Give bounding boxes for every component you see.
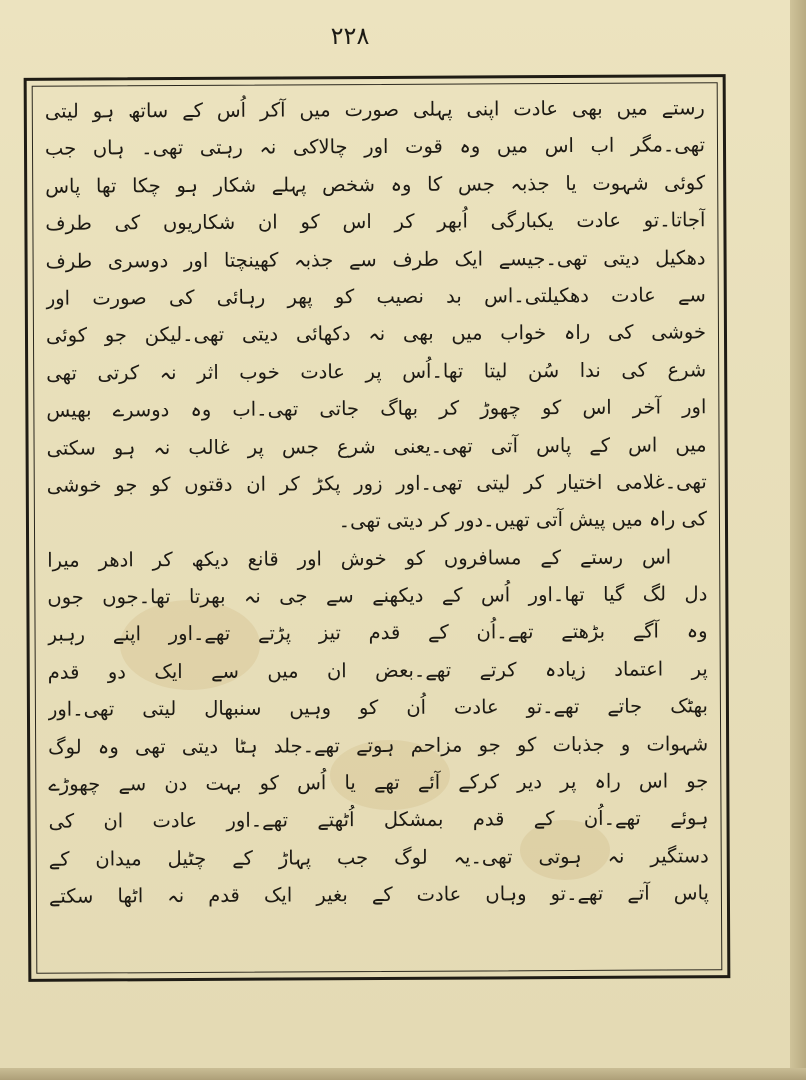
page-bottom-edge: [0, 1068, 806, 1080]
text-line: سے عادت دھکیلتی۔اس بد نصیب کو پھر رہائی کی صورت اور: [45, 283, 706, 310]
text-line: خوشی کی راہ خواب میں بھی نہ دکھائی دیتی تھی۔لیکن جو کوئی: [45, 320, 707, 348]
text-frame: [24, 74, 731, 982]
text-line: پر اعتماد زیادہ کرتے تھے۔بعض ان میں سے ایک دو قدم: [47, 657, 708, 684]
text-line: دستگیر نہ ہوتی تھی۔یہ لوگ جب پہاڑ کے چٹیل میدان کے: [48, 844, 709, 871]
text-line: شہوات و جذبات کو جو مزاحم ہوتے تھے۔جلد ہٹا دیتی تھی وہ لوگ: [48, 731, 709, 759]
text-line: میں اس کے پاس آتی تھی۔یعنی شرع جس پر غالب نہ ہو سکتی: [46, 432, 707, 460]
page-number: ۲۲۸: [330, 22, 370, 50]
text-body: [45, 89, 710, 966]
text-line: پاس آتے تھے۔تو وہاں عادت کے بغیر ایک قدم نہ اٹھا سکتے: [48, 881, 709, 908]
text-line: ہوئے تھے۔اُن کے قدم بمشکل اُٹھتے تھے۔اور عادت ان کی: [48, 806, 709, 834]
text-line: کی راہ میں پیش آتی تھیں۔دور کر دیتی تھی۔: [338, 507, 708, 533]
text-line: تھی۔مگر اب اس میں وہ قوت اور چالاکی نہ رہتی تھی۔ ہاں جب: [44, 133, 706, 161]
text-line: اس رستے کے مسافروں کو خوش اور قانع دیکھ کر ادھر میرا: [47, 545, 672, 572]
text-line: دل لگ گیا تھا۔اور اُس کے دیکھنے سے جی نہ بھرتا تھا۔جوں جوں: [47, 582, 708, 609]
text-line: کوئی شہوت یا جذبہ جس کا وہ شخص پہلے شکار ہو چکا تھا پاس: [45, 171, 706, 198]
text-line: تھی۔غلامی اختیار کر لیتی تھی۔اور زور پکڑ کر ان دقتوں کو جو خوشی: [46, 470, 707, 497]
text-line: وہ آگے بڑھتے تھے۔اُن کے قدم تیز پڑتے تھے۔اور اپنے رہبر: [47, 619, 708, 647]
text-line: رستے میں بھی عادت اپنی پہلی صورت میں آکر اُس کے ساتھ ہو لیتی: [44, 96, 705, 123]
text-line: اور آخر اس کو چھوڑ کر بھاگ جاتی تھی۔اب وہ دوسرے بھیس: [46, 395, 707, 422]
text-line: آجاتا۔تو عادت یکبارگی اُبھر کر اس کو ان شکاریوں کی طرف: [45, 208, 706, 235]
text-line: شرع کی ندا سُن لیتا تھا۔اُس پر عادت خوب اثر نہ کرتی تھی: [46, 358, 707, 385]
text-line: بھٹک جاتے تھے۔تو عادت اُن کو وہیں سنبھال لیتی تھی۔اور: [47, 694, 708, 721]
book-spine: [790, 0, 806, 1080]
text-line: جو اس راہ پر دیر کرکے آئے تھے یا اُس کو بہت دن سے چھوڑے: [48, 769, 709, 796]
text-line: دھکیل دیتی تھی۔جیسے ایک طرف سے جذبہ کھینچتا اور دوسری طرف: [45, 245, 706, 273]
text-frame-inner: [32, 82, 723, 974]
